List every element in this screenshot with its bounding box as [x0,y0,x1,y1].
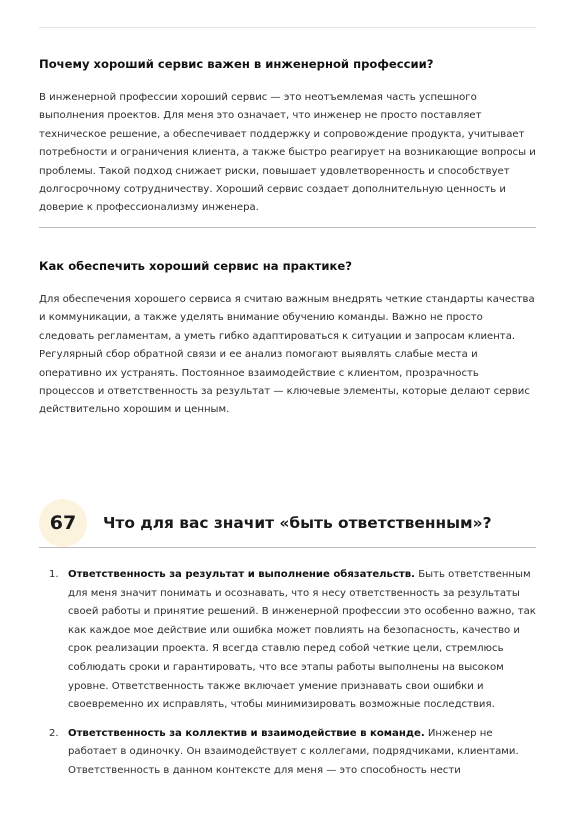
list-item-number: 2. [49,727,59,739]
answer-paragraph: В инженерной профессии хороший сервис — это неотъемлемая часть успешного выполнения проектов. Для меня это означает, что инженер не просто поставляет техническое решение, а обеспечивает поддержку и сопровождение продукта, учитывает потребности и ограничения клиента, а также быстро реагирует на возникающие вопросы и проблемы. Такой подход снижает риски, повышает удовлетворенность и способствует долгосрочному сотрудничеству. Хороший сервис создает дополнительную ценность и доверие к профессионализму инженера. [39,92,536,214]
question-heading: Почему хороший сервис важен в инженерной профессии? [39,57,434,71]
qa-block-service-practice [39,258,536,420]
section-number-badge: 67 [39,499,87,547]
qa-divider [39,227,536,228]
list-item-text: Быть ответственным для меня значит понимать и осознавать, что я несу ответственность за результаты своей работы и принятие решений. В инженерной профессии это особенно важно, так как каждое мое действие или ошибка может повлиять на безопасность, качество и срок реализации проекта. Я всегда ставлю перед собой четкие цели, стремлюсь соблюдать сроки и гарантировать, что все этапы работы выполнены на высоком уровне. Ответственность также включает умение признавать свои ошибки и своевременно их исправлять, чтобы минимизировать возможные последствия. [68,569,536,711]
list-item [49,566,536,715]
section-header [39,499,536,549]
qa-block-service-importance [39,56,536,218]
list-item-text: Инженер не работает в одиночку. Он взаимодействует с коллегами, подрядчиками, клиентами. Ответственность в данном контексте для меня — это способность нести [68,727,519,776]
answer-paragraph: Для обеспечения хорошего сервиса я считаю важным внедрять четкие стандарты качества и коммуникации, а также уделять внимание обучению команды. Важно не просто следовать регламентам, а уметь гибко адаптироваться к ситуации и запросам клиента. Регулярный сбор обратной связи и ее анализ помогают выявлять слабые места и оперативно их устранять. Постоянное взаимодействие с клиентом, прозрачность процессов и ответственность за результат — ключевые элементы, которые делают сервис действительно хорошим и ценным. [39,294,535,416]
list-item-lead: Ответственность за коллектив и взаимодействие в команде. [68,727,425,739]
top-divider [39,27,536,28]
answer-list [49,566,536,791]
list-item [49,725,536,781]
section-title: Что для вас значит «быть ответственным»? [103,514,492,532]
list-item-lead: Ответственность за результат и выполнение обязательств. [68,569,415,580]
question-heading: Как обеспечить хороший сервис на практике? [39,259,352,273]
list-item-number: 1. [49,569,59,580]
section-divider [39,547,536,548]
